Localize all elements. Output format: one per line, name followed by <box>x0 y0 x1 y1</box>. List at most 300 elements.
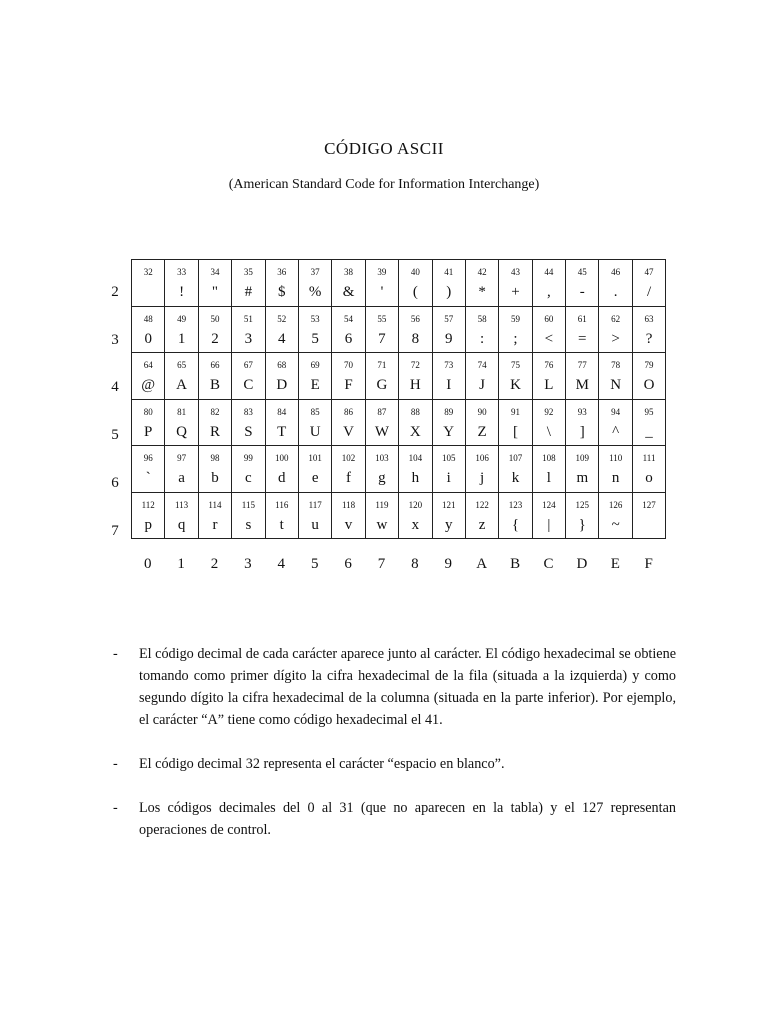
table-cell <box>632 399 665 446</box>
decimal-code: 45 <box>577 267 587 277</box>
table-cell <box>566 399 599 446</box>
decimal-code: 54 <box>344 313 354 324</box>
character: S <box>244 423 253 440</box>
decimal-code: 47 <box>644 267 654 277</box>
table-cell <box>566 353 599 400</box>
character: ^ <box>612 423 620 440</box>
table-cell <box>399 446 432 493</box>
character: k <box>511 470 520 486</box>
column-label: 5 <box>310 556 319 572</box>
decimal-code: 48 <box>143 313 153 324</box>
decimal-code: 72 <box>410 360 420 370</box>
character: C <box>243 377 254 393</box>
column-label: F <box>644 556 653 572</box>
note-item <box>113 643 676 731</box>
character: ] <box>579 423 585 440</box>
decimal-code: 64 <box>143 360 153 370</box>
decimal-code: 104 <box>408 453 423 463</box>
decimal-code: 127 <box>642 499 656 510</box>
table-cell <box>399 399 432 446</box>
decimal-code: 34 <box>210 267 220 277</box>
table-cell <box>532 306 565 353</box>
character: 2 <box>211 330 219 347</box>
table-cell <box>499 492 532 539</box>
table-cell <box>298 446 331 493</box>
table-cell <box>332 260 365 307</box>
decimal-code: 97 <box>177 453 187 463</box>
character: P <box>144 423 153 440</box>
character: . <box>613 284 618 300</box>
decimal-code: 77 <box>577 360 587 370</box>
decimal-code: 65 <box>177 360 187 370</box>
column-label: B <box>510 556 521 572</box>
table-cell <box>465 446 498 493</box>
decimal-code: 60 <box>544 313 554 324</box>
decimal-code: 38 <box>344 267 354 277</box>
decimal-code: 120 <box>408 499 423 510</box>
table-cell <box>632 353 665 400</box>
character: A <box>176 377 187 393</box>
row-label: 4 <box>111 379 119 396</box>
character: : <box>480 330 485 347</box>
decimal-code: 111 <box>642 453 656 463</box>
character: ; <box>513 330 518 347</box>
character: * <box>478 284 486 300</box>
column-label: A <box>476 556 488 572</box>
decimal-code: 110 <box>609 453 623 463</box>
table-cell <box>432 260 465 307</box>
character: j <box>480 470 485 486</box>
character: d <box>278 470 286 486</box>
table-cell <box>465 260 498 307</box>
decimal-code: 74 <box>477 360 487 370</box>
decimal-code: 107 <box>508 453 523 463</box>
decimal-code: 55 <box>377 313 387 324</box>
decimal-code: 101 <box>308 453 322 463</box>
dash-bullet: - <box>113 800 118 816</box>
table-cell <box>365 353 398 400</box>
table-cell <box>265 353 298 400</box>
decimal-code: 40 <box>410 267 420 277</box>
character: c <box>245 470 252 486</box>
character: h <box>411 470 420 486</box>
table-cell <box>432 306 465 353</box>
decimal-code: 116 <box>275 499 289 510</box>
table-cell <box>298 353 331 400</box>
column-label: 8 <box>411 556 419 572</box>
decimal-code: 81 <box>177 406 187 417</box>
table-cell <box>599 260 632 307</box>
table-cell <box>499 260 532 307</box>
table-cell <box>566 492 599 539</box>
character: ! <box>179 284 185 300</box>
character: Y <box>443 423 455 440</box>
column-label: 1 <box>177 556 185 572</box>
table-cell <box>298 306 331 353</box>
decimal-code: 98 <box>210 453 220 463</box>
table-cell <box>332 399 365 446</box>
character: m <box>576 470 589 486</box>
table-cell <box>132 446 165 493</box>
table-cell <box>232 353 265 400</box>
decimal-code: 35 <box>243 267 253 277</box>
character: O <box>643 377 655 393</box>
decimal-code: 75 <box>510 360 520 370</box>
character: U <box>309 423 321 440</box>
table-cell <box>298 492 331 539</box>
character: W <box>374 423 390 440</box>
table-row <box>132 306 666 353</box>
note-item <box>113 797 676 841</box>
decimal-code: 100 <box>275 453 289 463</box>
table-cell <box>432 399 465 446</box>
decimal-code: 95 <box>644 406 654 417</box>
table-cell <box>599 306 632 353</box>
row-label: 5 <box>111 427 119 444</box>
decimal-code: 80 <box>143 406 153 417</box>
character: x <box>411 516 420 533</box>
table-cell <box>198 306 231 353</box>
character: [ <box>512 423 518 440</box>
table-cell <box>532 399 565 446</box>
table-cell <box>132 492 165 539</box>
table-cell <box>165 446 198 493</box>
decimal-code: 113 <box>175 499 189 510</box>
character: D <box>276 377 288 393</box>
decimal-code: 83 <box>243 406 253 417</box>
character: ` <box>145 470 151 486</box>
table-cell <box>332 306 365 353</box>
character: z <box>478 516 486 533</box>
character: B <box>209 377 220 393</box>
decimal-code: 42 <box>477 267 487 277</box>
decimal-code: 59 <box>510 313 520 324</box>
column-label: 2 <box>210 556 219 572</box>
table-cell <box>165 492 198 539</box>
ascii-table <box>131 259 666 539</box>
character: X <box>409 423 421 440</box>
character: g <box>378 470 386 486</box>
decimal-code: 124 <box>542 499 556 510</box>
table-cell <box>198 260 231 307</box>
character: y <box>444 516 453 533</box>
character: L <box>544 377 554 393</box>
character: i <box>446 470 451 486</box>
table-cell <box>465 492 498 539</box>
decimal-code: 62 <box>611 313 621 324</box>
table-cell <box>298 260 331 307</box>
character: M <box>575 377 589 393</box>
table-cell <box>332 353 365 400</box>
character: J <box>479 377 486 393</box>
decimal-code: 122 <box>475 499 489 510</box>
row-label: 6 <box>111 474 119 491</box>
decimal-code: 37 <box>310 267 320 277</box>
decimal-code: 102 <box>341 453 356 463</box>
decimal-code: 76 <box>544 360 554 370</box>
table-cell <box>132 306 165 353</box>
table-cell <box>532 446 565 493</box>
decimal-code: 84 <box>277 406 287 417</box>
character: # <box>244 284 253 300</box>
table-cell <box>632 492 665 539</box>
table-row <box>132 446 666 493</box>
notes-list <box>113 643 676 863</box>
column-label: 6 <box>344 556 352 572</box>
decimal-code: 43 <box>510 267 520 277</box>
table-cell <box>632 306 665 353</box>
character: u <box>311 516 319 533</box>
character: ~ <box>611 516 620 533</box>
character: N <box>610 377 622 393</box>
table-cell <box>632 446 665 493</box>
table-cell <box>232 492 265 539</box>
table-cell <box>132 260 165 307</box>
column-label: C <box>543 556 554 572</box>
character: v <box>344 516 353 533</box>
table-cell <box>332 492 365 539</box>
character: 4 <box>278 330 286 347</box>
character: | <box>547 516 551 533</box>
decimal-code: 108 <box>542 453 556 463</box>
character: / <box>646 284 652 300</box>
table-cell <box>499 446 532 493</box>
column-label: 9 <box>444 556 453 572</box>
table-cell <box>599 399 632 446</box>
character: Q <box>176 423 187 440</box>
decimal-code: 105 <box>441 453 456 463</box>
table-cell <box>232 399 265 446</box>
character: F <box>344 377 353 393</box>
table-cell <box>365 492 398 539</box>
table-cell <box>232 306 265 353</box>
table-cell <box>132 353 165 400</box>
table-cell <box>265 399 298 446</box>
page-title: CÓDIGO ASCII <box>324 139 444 158</box>
table-cell <box>432 446 465 493</box>
character: H <box>409 377 421 393</box>
character: $ <box>278 284 286 300</box>
decimal-code: 117 <box>308 499 322 510</box>
character: K <box>510 377 521 393</box>
decimal-code: 57 <box>444 313 454 324</box>
table-cell <box>465 306 498 353</box>
character: e <box>311 470 319 486</box>
table-cell <box>465 353 498 400</box>
column-label: 7 <box>377 556 386 572</box>
decimal-code: 99 <box>243 453 253 463</box>
decimal-code: 44 <box>544 267 554 277</box>
decimal-code: 118 <box>341 499 356 510</box>
decimal-code: 79 <box>644 360 654 370</box>
character: , <box>547 284 551 300</box>
character: V <box>343 423 354 440</box>
decimal-code: 41 <box>444 267 454 277</box>
row-label: 7 <box>111 522 119 539</box>
character: w <box>376 516 388 533</box>
decimal-code: 87 <box>377 406 387 417</box>
character: ( <box>412 284 418 300</box>
character: @ <box>141 377 156 393</box>
table-cell <box>465 399 498 446</box>
character: " <box>211 284 219 300</box>
table-cell <box>332 446 365 493</box>
character: I <box>446 377 452 393</box>
table-cell <box>365 399 398 446</box>
row-label: 2 <box>111 284 119 300</box>
column-label: E <box>610 556 620 572</box>
character: { <box>511 516 520 533</box>
decimal-code: 125 <box>575 499 590 510</box>
table-cell <box>532 492 565 539</box>
table-cell <box>365 446 398 493</box>
decimal-code: 92 <box>544 406 554 417</box>
character: ' <box>380 284 384 300</box>
character: l <box>546 470 551 486</box>
table-cell <box>298 399 331 446</box>
table-cell <box>399 306 432 353</box>
character: R <box>209 423 220 440</box>
column-label: D <box>576 556 588 572</box>
decimal-code: 66 <box>210 360 220 370</box>
decimal-code: 106 <box>475 453 489 463</box>
column-label: 4 <box>277 556 286 572</box>
table-cell <box>599 446 632 493</box>
dash-bullet: - <box>113 756 118 772</box>
page-subtitle: (American Standard Code for Information Interchange) <box>228 177 540 192</box>
character: r <box>212 516 218 533</box>
decimal-code: 52 <box>277 313 287 324</box>
table-cell <box>432 492 465 539</box>
character: _ <box>645 423 653 440</box>
decimal-code: 91 <box>510 406 520 417</box>
note-text: Los códigos decimales del 0 al 31 (que no aparecen en la tabla) y el 127 representan operaciones de control. <box>139 800 676 838</box>
character: 0 <box>144 330 152 347</box>
table-cell <box>265 260 298 307</box>
decimal-code: 78 <box>611 360 621 370</box>
table-row <box>132 353 666 400</box>
table-row <box>132 492 666 539</box>
table-cell <box>265 306 298 353</box>
table-cell <box>198 353 231 400</box>
table-cell <box>232 446 265 493</box>
dash-bullet: - <box>113 646 118 662</box>
character: > <box>611 330 620 347</box>
decimal-code: 50 <box>210 313 220 324</box>
decimal-code: 61 <box>577 313 587 324</box>
decimal-code: 39 <box>377 267 387 277</box>
decimal-code: 103 <box>375 453 389 463</box>
character: - <box>579 284 585 300</box>
decimal-code: 46 <box>611 267 621 277</box>
decimal-code: 73 <box>444 360 454 370</box>
decimal-code: 68 <box>277 360 287 370</box>
table-cell <box>399 260 432 307</box>
table-cell <box>432 353 465 400</box>
table-cell <box>399 492 432 539</box>
decimal-code: 96 <box>143 453 153 463</box>
table-cell <box>632 260 665 307</box>
decimal-code: 94 <box>611 406 621 417</box>
table-cell <box>399 353 432 400</box>
character: \ <box>546 423 551 440</box>
table-cell <box>599 492 632 539</box>
decimal-code: 71 <box>377 360 387 370</box>
column-label: 3 <box>244 556 252 572</box>
character: 3 <box>244 330 253 347</box>
decimal-code: 88 <box>410 406 420 417</box>
character: } <box>578 516 586 533</box>
character: = <box>578 330 587 347</box>
table-cell <box>165 306 198 353</box>
table-cell <box>165 260 198 307</box>
table-cell <box>132 399 165 446</box>
decimal-code: 119 <box>375 499 389 510</box>
character: 7 <box>378 330 386 347</box>
table-row <box>132 260 666 307</box>
table-cell <box>232 260 265 307</box>
decimal-code: 114 <box>208 499 222 510</box>
character: & <box>342 284 355 300</box>
character: 5 <box>311 330 319 347</box>
decimal-code: 89 <box>444 406 454 417</box>
decimal-code: 36 <box>277 267 287 277</box>
decimal-code: 123 <box>508 499 523 510</box>
character: s <box>245 516 252 533</box>
decimal-code: 126 <box>608 499 623 510</box>
table-cell <box>165 399 198 446</box>
character: p <box>144 516 152 533</box>
table-cell <box>566 260 599 307</box>
table-cell <box>165 353 198 400</box>
decimal-code: 58 <box>477 313 487 324</box>
character: 8 <box>411 330 420 347</box>
character: a <box>178 470 185 486</box>
decimal-code: 109 <box>575 453 590 463</box>
table-cell <box>532 353 565 400</box>
decimal-code: 56 <box>410 313 420 324</box>
table-cell <box>566 306 599 353</box>
table-cell <box>198 399 231 446</box>
character: + <box>511 284 520 300</box>
decimal-code: 53 <box>310 313 320 324</box>
table-cell <box>265 492 298 539</box>
character: f <box>346 470 352 486</box>
decimal-code: 33 <box>177 267 187 277</box>
decimal-code: 86 <box>344 406 354 417</box>
table-cell <box>599 353 632 400</box>
table-cell <box>566 446 599 493</box>
decimal-code: 121 <box>441 499 456 510</box>
decimal-code: 112 <box>141 499 155 510</box>
table-cell <box>365 260 398 307</box>
table-cell <box>499 353 532 400</box>
table-cell <box>499 399 532 446</box>
row-label: 3 <box>111 331 119 348</box>
column-label: 0 <box>143 556 152 572</box>
character: ? <box>645 330 653 347</box>
character: < <box>544 330 554 347</box>
table-cell <box>265 446 298 493</box>
character: o <box>645 470 653 486</box>
decimal-code: 93 <box>577 406 587 417</box>
table-cell <box>198 446 231 493</box>
character: E <box>310 377 320 393</box>
decimal-code: 85 <box>310 406 320 417</box>
table-row <box>132 399 666 446</box>
decimal-code: 82 <box>210 406 220 417</box>
decimal-code: 49 <box>177 313 187 324</box>
